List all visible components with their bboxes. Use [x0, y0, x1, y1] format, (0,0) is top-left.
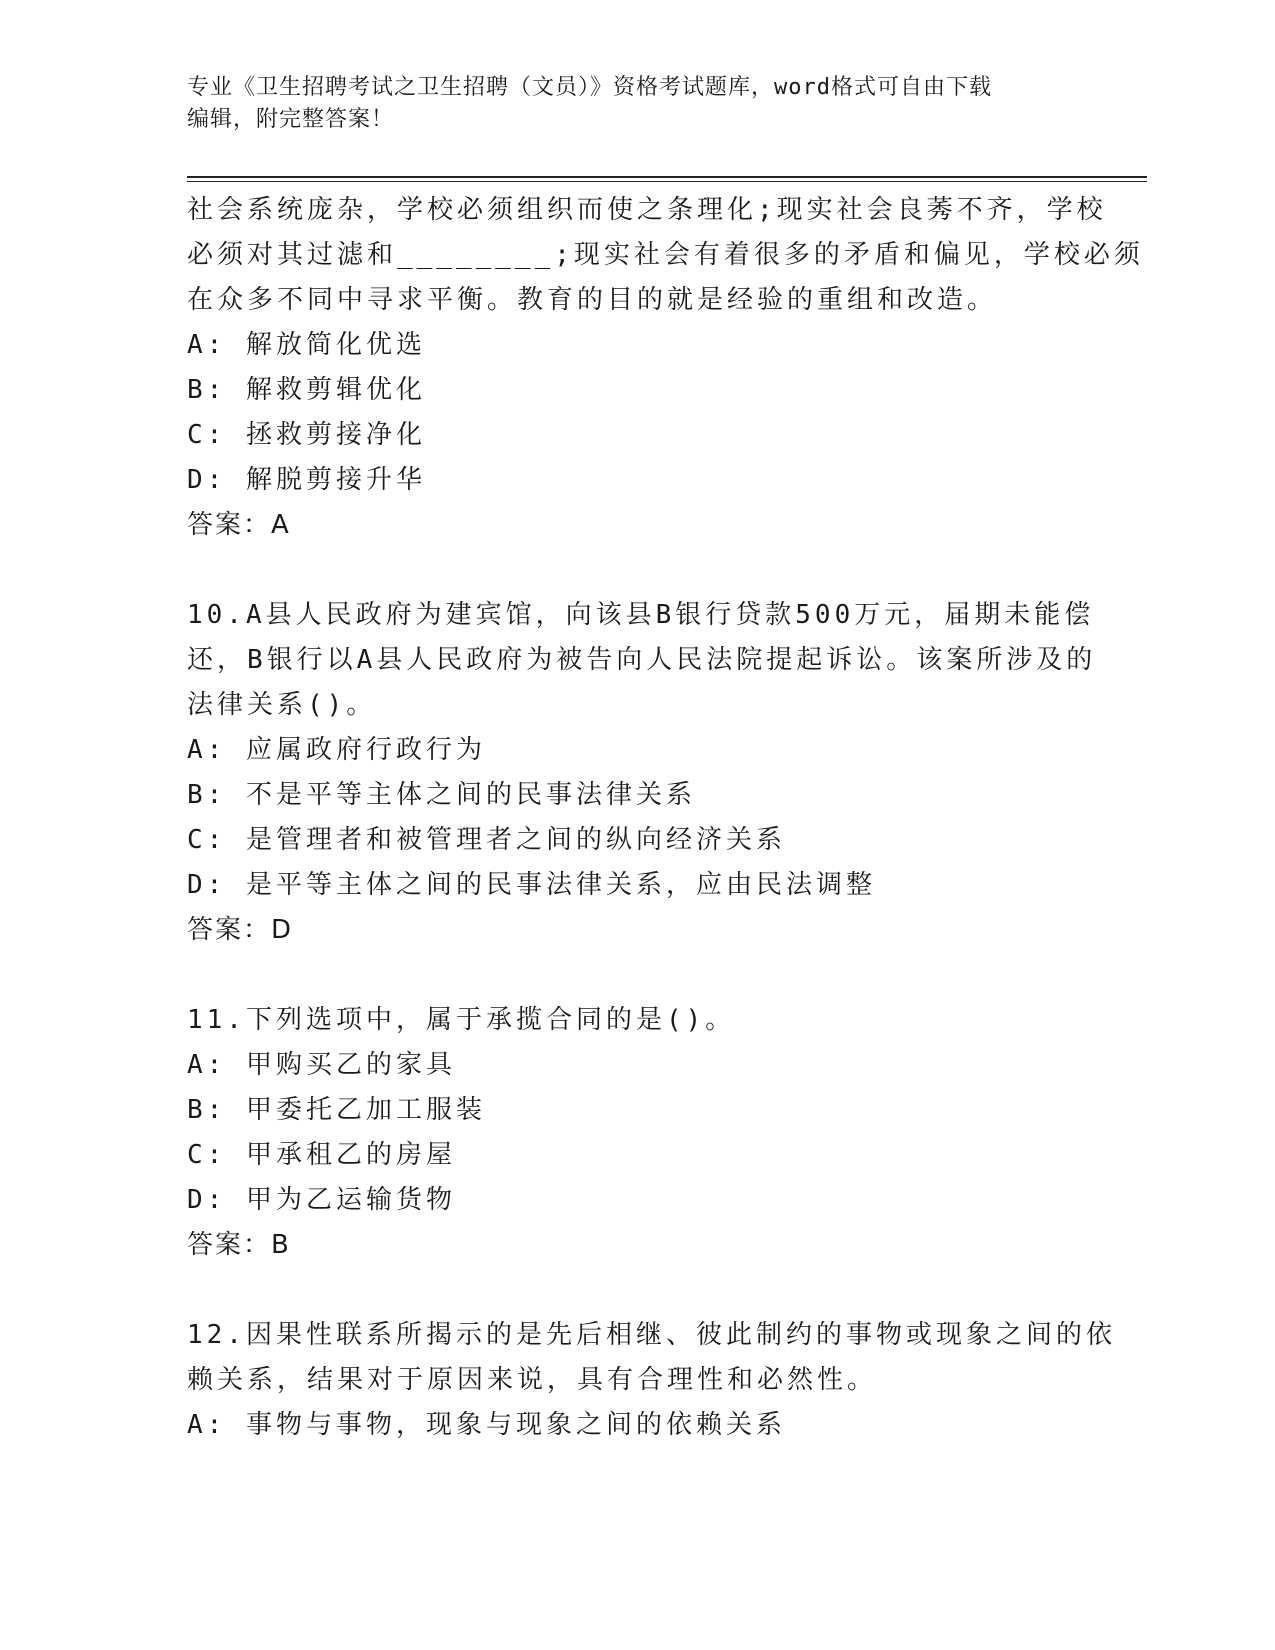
answer-label: 答案：A: [187, 510, 291, 540]
option-a: A: 解放简化优选: [187, 330, 426, 360]
spacer: [187, 953, 1087, 998]
option-b: B: 不是平等主体之间的民事法律关系: [187, 780, 696, 810]
option-c: C: 拯救剪接净化: [187, 420, 426, 450]
option-a: A: 事物与事物，现象与现象之间的依赖关系: [187, 1410, 786, 1440]
question-text: 10.A县人民政府为建宾馆，向该县B银行贷款500万元，届期未能偿: [187, 600, 1095, 630]
option-b: B: 甲委托乙加工服装: [187, 1095, 486, 1125]
answer-label: 答案：B: [187, 1230, 291, 1260]
option-b: B: 解救剪辑优化: [187, 375, 426, 405]
option-a: A: 甲购买乙的家具: [187, 1050, 456, 1080]
option-d: D: 是平等主体之间的民事法律关系，应由民法调整: [187, 870, 876, 900]
question-text: 赖关系，结果对于原因来说，具有合理性和必然性。: [187, 1365, 878, 1395]
question-9: [187, 188, 1144, 548]
question-content: [187, 188, 1144, 1448]
question-text: 还，B银行以A县人民政府为被告向人民法院提起诉讼。该案所涉及的: [187, 645, 1097, 675]
answer-label: 答案：D: [187, 915, 294, 945]
option-c: C: 是管理者和被管理者之间的纵向经济关系: [187, 825, 786, 855]
question-12: [187, 1313, 1116, 1448]
question-text: 在众多不同中寻求平衡。教育的目的就是经验的重组和改造。: [187, 285, 998, 315]
document-header: [187, 72, 1067, 136]
option-d: D: 甲为乙运输货物: [187, 1185, 456, 1215]
question-11: [187, 998, 1087, 1268]
option-a: A: 应属政府行政行为: [187, 735, 486, 765]
question-text: 必须对其过滤和________;现实社会有着很多的矛盾和偏见，学校必须: [187, 240, 1144, 270]
header-divider-thin: [187, 181, 1147, 182]
question-text: 12.因果性联系所揭示的是先后相继、彼此制约的事物或现象之间的依: [187, 1320, 1116, 1350]
header-line-1: 专业《卫生招聘考试之卫生招聘（文员）》资格考试题库，word格式可自由下载: [187, 75, 992, 100]
option-d: D: 解脱剪接升华: [187, 465, 426, 495]
header-divider-thick: [187, 176, 1147, 178]
question-text: 法律关系()。: [187, 690, 377, 720]
option-c: C: 甲承租乙的房屋: [187, 1140, 456, 1170]
spacer: [187, 548, 1087, 593]
header-line-2: 编辑，附完整答案！: [187, 107, 395, 132]
question-10: [187, 593, 1097, 953]
question-text: 社会系统庞杂，学校必须组织而使之条理化;现实社会良莠不齐，学校: [187, 195, 1107, 225]
spacer: [187, 1268, 1087, 1313]
question-text: 11.下列选项中，属于承揽合同的是()。: [187, 1005, 736, 1035]
